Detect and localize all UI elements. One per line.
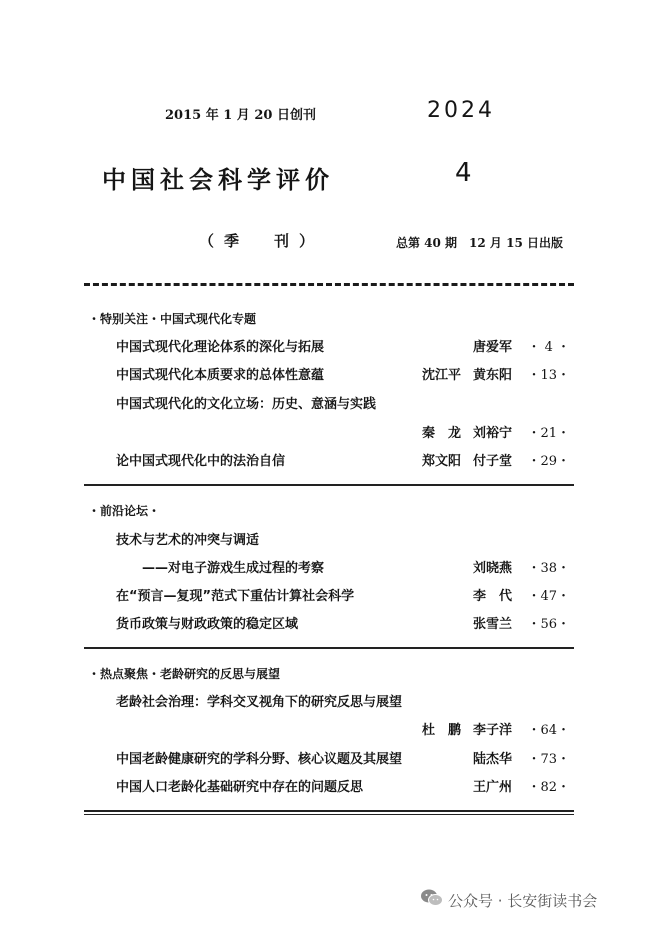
toc-entry[interactable] [84,748,574,770]
author-name: 秦 龙 [421,426,461,441]
issue-info: 总第 40 期 12 月 15 日出版 [396,236,563,250]
toc-entry[interactable] [84,613,574,635]
page-number: ・ 4 ・ [527,340,570,355]
page-number: ・21・ [527,426,570,441]
journal-title: 中国社会科学评价 [102,166,334,194]
page-number: ・47・ [527,589,570,604]
article-authors [473,776,512,795]
article-title: 货币政策与财政政策的稳定区域 [116,617,299,632]
page-number: ・56・ [527,617,570,632]
author-name: 李 代 [472,589,512,604]
section-divider [84,647,574,649]
header-divider [84,283,574,286]
article-authors [422,364,512,383]
toc-entry[interactable] [84,691,574,713]
page-number: ・38・ [527,561,570,576]
article-title: 中国式现代化的文化立场：历史、意涵与实践 [116,397,377,412]
toc-entry-authors[interactable] [84,719,574,741]
page-number: ・73・ [527,752,570,767]
publication-year: 2024 [427,98,495,123]
author-name: 郑文阳 [421,454,461,469]
watermark-text: 公众号 · 长安街读书会 [448,892,598,910]
footer-double-rule [84,810,574,815]
author-name: 张雪兰 [472,617,512,632]
article-title: 老龄社会治理：学科交叉视角下的研究反思与展望 [116,695,403,710]
article-title: 技术与艺术的冲突与调适 [116,533,260,548]
author-name: 刘裕宁 [472,426,512,441]
article-authors [473,336,512,355]
toc-entry[interactable] [84,364,574,386]
article-authors [422,422,512,441]
author-name: 沈江平 [421,368,461,383]
section-title: ・特别关注・中国式现代化专题 [88,312,257,326]
founding-date: 2015 年 1 月 20 日创刊 [165,108,316,123]
toc-entry[interactable] [84,585,574,607]
article-authors [473,748,512,767]
article-authors [422,719,512,738]
author-name: 唐爱军 [472,340,512,355]
toc-entry[interactable] [84,529,574,551]
article-authors [473,585,512,604]
toc-entry[interactable] [84,393,574,415]
article-title: 中国老龄健康研究的学科分野、核心议题及其展望 [116,752,403,767]
article-subtitle: ——对电子游戏生成过程的考察 [142,561,325,576]
article-title: 中国式现代化理论体系的深化与拓展 [116,340,325,355]
author-name: 刘晓燕 [472,561,512,576]
section-title: ・前沿论坛・ [88,504,161,518]
page-number: ・82・ [527,780,570,795]
page-number: ・64・ [527,723,570,738]
toc-entry[interactable] [84,450,574,472]
section-divider [84,484,574,486]
author-name: 杜 鹏 [421,723,461,738]
toc-entry[interactable] [84,557,574,579]
frequency-label: （季 刊） [199,232,325,250]
page-number: ・29・ [527,454,570,469]
author-name: 黄东阳 [472,368,512,383]
article-title: 论中国式现代化中的法治自信 [116,454,286,469]
toc-entry[interactable] [84,336,574,358]
toc-entry-authors[interactable] [84,422,574,444]
author-name: 王广州 [472,780,512,795]
article-title: 中国式现代化本质要求的总体性意蕴 [116,368,325,383]
article-authors [473,613,512,632]
article-authors [473,557,512,576]
author-name: 李子洋 [472,723,512,738]
article-authors [422,450,512,469]
toc-entry[interactable] [84,776,574,798]
author-name: 陆杰华 [472,752,512,767]
article-title: 在“预言—复现”范式下重估计算社会科学 [116,589,355,604]
issue-number: 4 [455,158,472,188]
article-title: 中国人口老龄化基础研究中存在的问题反思 [116,780,364,795]
section-title: ・热点聚焦・老龄研究的反思与展望 [88,667,281,681]
author-name: 付子堂 [472,454,512,469]
page-number: ・13・ [527,368,570,383]
wechat-icon [420,888,444,908]
